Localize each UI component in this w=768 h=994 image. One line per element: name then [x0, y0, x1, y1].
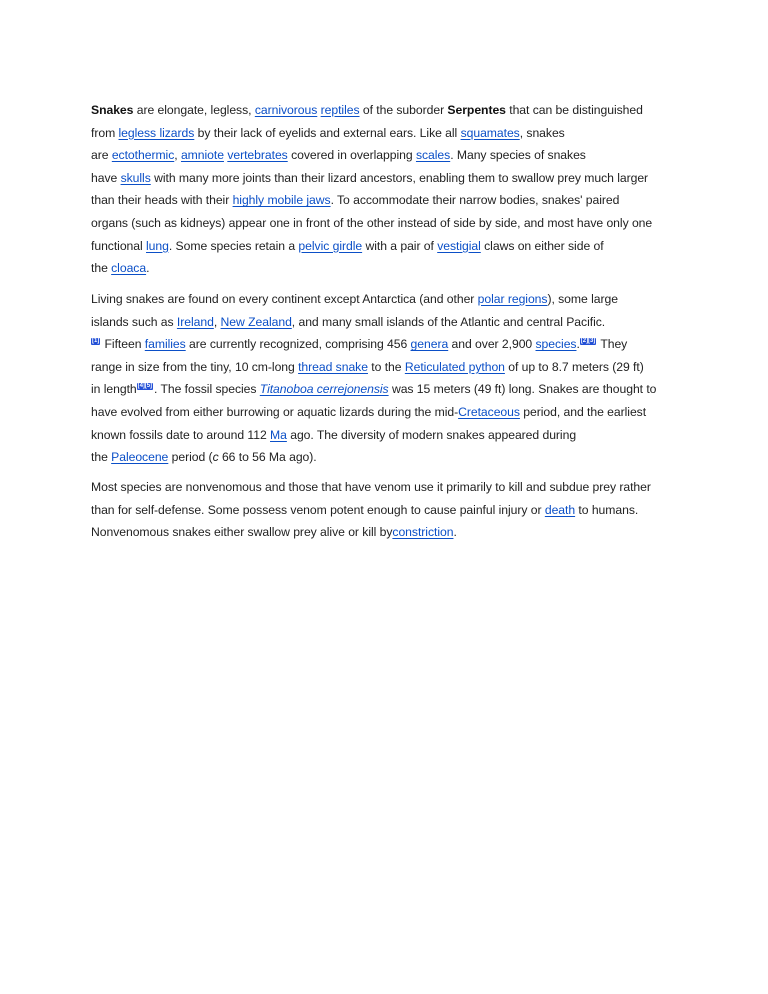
link-genera[interactable]: genera: [410, 337, 449, 352]
paragraph-2: [91, 288, 691, 469]
link-highly-mobile-jaws[interactable]: highly mobile jaws: [232, 193, 331, 208]
text: covered in overlapping: [287, 148, 416, 163]
text-line: [91, 212, 691, 235]
text-line: [91, 378, 691, 401]
text: , snakes: [519, 125, 565, 140]
text: . To accommodate their narrow bodies, snakes' paired: [330, 193, 620, 208]
paragraph-3: [91, 476, 691, 544]
citation-ref[interactable]: [1]: [92, 338, 100, 345]
text-line: [91, 401, 691, 424]
link-carnivorous[interactable]: carnivorous: [254, 103, 318, 117]
text: They: [597, 337, 628, 352]
text: of up to 8.7 meters (29 ft): [504, 359, 644, 374]
text: have: [91, 170, 121, 185]
text: ), some large: [547, 292, 618, 306]
text-line: [91, 424, 691, 447]
citation-ref[interactable]: [2][3]: [580, 338, 596, 345]
text: period (: [168, 450, 213, 465]
link-cretaceous[interactable]: Cretaceous: [458, 404, 520, 419]
link-vertebrates[interactable]: vertebrates: [227, 148, 288, 163]
text: are: [91, 148, 112, 163]
link-pelvic-girdle[interactable]: pelvic girdle: [298, 238, 363, 253]
text: organs (such as kidneys) appear one in front of the other instead of side by side, and most have only one: [91, 215, 653, 230]
citation-ref[interactable]: [4][5]: [137, 383, 153, 390]
text: ago. The diversity of modern snakes appeared during: [286, 427, 577, 442]
text: that can be distinguished: [505, 103, 643, 117]
link-reptiles[interactable]: reptiles: [320, 103, 360, 117]
link-new-zealand[interactable]: New Zealand: [220, 314, 292, 329]
text: . Some species retain a: [168, 238, 299, 253]
text-line: [91, 476, 691, 499]
text: the: [91, 450, 112, 465]
text: range in size from the tiny, 10 cm-long: [91, 359, 299, 374]
text: , and many small islands of the Atlantic and central Pacific.: [291, 314, 606, 329]
text: Living snakes are found on every continent except Antarctica (and other: [91, 292, 478, 306]
text: claws on either side of: [480, 238, 604, 253]
text: and over 2,900: [448, 337, 536, 352]
text-line: [91, 189, 691, 212]
text: Most species are nonvenomous and those that have venom use it primarily to kill and subdue prey rather: [91, 480, 651, 494]
link-cloaca[interactable]: cloaca: [111, 261, 147, 276]
link-skulls[interactable]: skulls: [120, 170, 151, 185]
link-polar-regions[interactable]: polar regions: [477, 292, 548, 306]
link-paleocene[interactable]: Paleocene: [111, 450, 169, 465]
text: have evolved from either burrowing or aquatic lizards during the mid-: [91, 404, 459, 419]
link-titanoboa[interactable]: Titanoboa cerrejonensis: [259, 382, 389, 397]
text: known fossils date to around 112: [91, 427, 271, 442]
text: .: [453, 525, 457, 540]
link-ireland[interactable]: Ireland: [176, 314, 214, 329]
text-line: [91, 311, 691, 334]
link-families[interactable]: families: [144, 337, 186, 352]
text-line: [91, 235, 691, 258]
text: islands such as: [91, 314, 177, 329]
link-vestigial[interactable]: vestigial: [437, 238, 481, 253]
text: was 15 meters (49 ft) long. Snakes are thought to: [388, 382, 657, 397]
text: ,: [174, 148, 181, 163]
text: Nonvenomous snakes either swallow prey alive or kill by: [91, 525, 393, 540]
text: in length: [91, 382, 137, 397]
text-line: [91, 333, 691, 356]
text-line: [91, 356, 691, 379]
text: are currently recognized, comprising 456: [185, 337, 411, 352]
bold-term: Snakes: [91, 103, 134, 117]
bold-term: Serpentes: [447, 103, 506, 117]
text-line: [91, 122, 691, 145]
text: 66 to 56 Ma ago).: [218, 450, 317, 465]
link-constriction[interactable]: constriction: [392, 525, 454, 540]
paragraph-1: [91, 99, 691, 280]
text: . Many species of snakes: [450, 148, 586, 163]
text-line: [91, 99, 691, 122]
text-line: [91, 288, 691, 311]
text: .: [576, 337, 580, 352]
text: of the suborder: [359, 103, 448, 117]
text: functional: [91, 238, 147, 253]
text-line: [91, 521, 691, 544]
text: ,: [213, 314, 221, 329]
text: period, and the earliest: [519, 404, 647, 419]
italic-text: c: [212, 450, 219, 465]
link-thread-snake[interactable]: thread snake: [298, 359, 368, 374]
link-species[interactable]: species: [535, 337, 577, 352]
link-reticulated-python[interactable]: Reticulated python: [404, 359, 505, 374]
text-line: [91, 499, 691, 522]
text: to humans.: [575, 502, 639, 517]
text: with a pair of: [362, 238, 438, 253]
text-line: [91, 446, 691, 469]
text: .: [146, 261, 150, 276]
text: by their lack of eyelids and external ears. Like all: [194, 125, 461, 140]
text: with many more joints than their lizard ancestors, enabling them to swallow prey much larger: [150, 170, 649, 185]
link-squamates[interactable]: squamates: [460, 125, 520, 140]
text: Fifteen: [101, 337, 145, 352]
text: . The fossil species: [154, 382, 260, 397]
link-ma[interactable]: Ma: [270, 427, 287, 442]
text-line: [91, 257, 691, 280]
link-legless-lizards[interactable]: legless lizards: [118, 125, 195, 140]
link-scales[interactable]: scales: [415, 148, 451, 163]
text-line: [91, 167, 691, 190]
link-amniote[interactable]: amniote: [180, 148, 224, 163]
text: from: [91, 125, 119, 140]
link-death[interactable]: death: [544, 502, 576, 517]
text: are elongate, legless,: [133, 103, 255, 117]
text: the: [91, 261, 112, 276]
link-ectothermic[interactable]: ectothermic: [111, 148, 175, 163]
text: than for self-defense. Some possess venom potent enough to cause painful injury or: [91, 502, 545, 517]
text: to the: [367, 359, 405, 374]
text-line: [91, 144, 691, 167]
link-lung[interactable]: lung: [146, 238, 169, 253]
text: than their heads with their: [91, 193, 233, 208]
